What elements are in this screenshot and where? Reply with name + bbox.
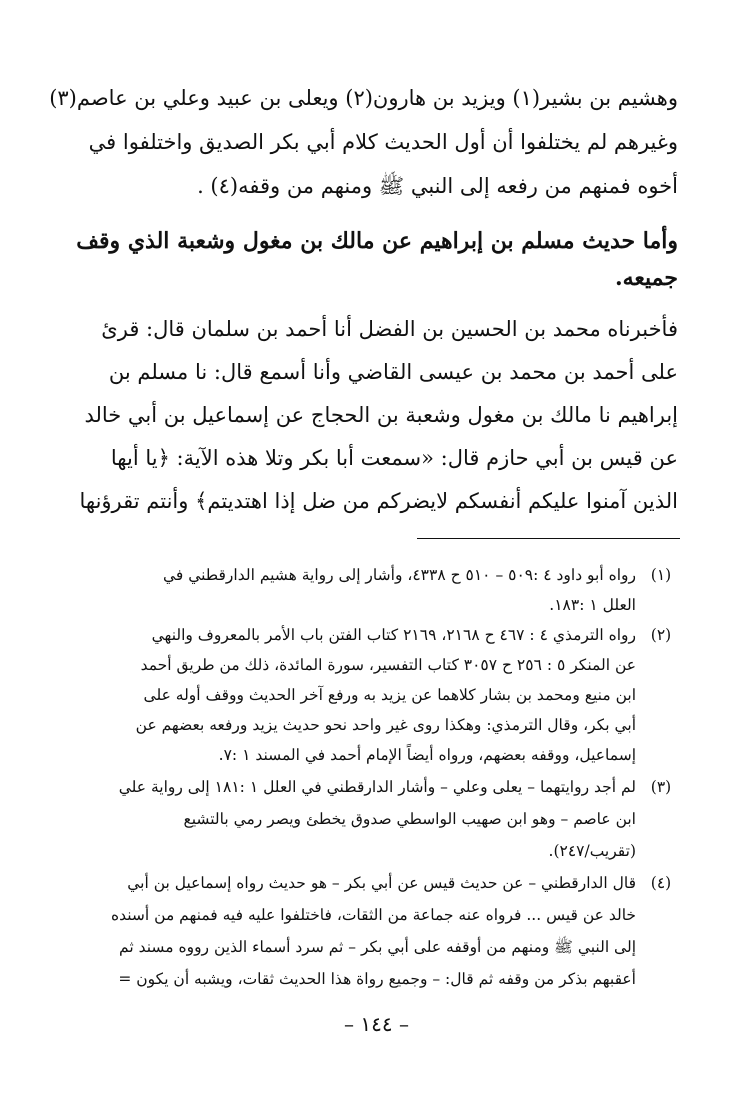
footnote-text: لم أجد روايتهما – يعلى وعلي – وأشار الدارقطني في العلل ١ :١٨١ إلى رواية علي	[118, 778, 636, 796]
footnote-text: رواه أبو داود ٤ :٥٠٩ – ٥١٠ ح ٤٣٣٨، وأشار إلى رواية هشيم الدارقطني في	[162, 566, 636, 584]
footnote-line: عن المنكر ٥ : ٢٥٦ ح ٣٠٥٧ كتاب التفسير، سورة المائدة، ذلك من طريق أحمد	[140, 656, 636, 674]
body-line: الذين آمنوا عليكم أنفسكم لايضركم من ضل إذا اهتديتم﴾ وأنتم تقرؤنها	[79, 489, 678, 513]
section-heading: وأما حديث مسلم بن إبراهيم عن مالك بن مغول وشعبة الذي وقف	[76, 228, 678, 254]
body-line: وهشيم بن بشير(١) ويزيد بن هارون(٢) ويعلى بن عبيد وعلي بن عاصم(٣)	[49, 86, 678, 110]
footnote-line: إلى النبي ﷺ ومنهم من أوقفه على أبي بكر – ثم سرد أسماء الذين رووه مسند ثم	[119, 938, 636, 956]
footnote-2	[71, 622, 678, 650]
body-line: وغيرهم لم يختلفوا أن أول الحديث كلام أبي بكر الصديق واختلفوا في	[88, 130, 678, 154]
footnote-3	[71, 774, 678, 802]
section-heading: جميعه.	[614, 265, 678, 291]
footnote-number: (٤)	[650, 874, 672, 892]
body-line: عن قيس بن أبي حازم قال: «سمعت أبا بكر وتلا هذه الآية: ﴿يا أيها	[110, 446, 678, 470]
footnote-1	[71, 562, 678, 590]
footnote-line: العلل ١ :١٨٣.	[549, 596, 636, 614]
footnote-line: (تقريب/٢٤٧).	[548, 842, 636, 860]
footnote-line: خالد عن قيس ... فرواه عنه جماعة من الثقات، فاختلفوا عليه فيه فمنهم من أسنده	[111, 906, 636, 924]
footnote-line: ابن منيع ومحمد بن بشار كلاهما عن يزيد به ورفع آخر الحديث ووقف أوله على	[143, 686, 636, 704]
footnote-4	[71, 870, 678, 898]
body-line: فأخبرناه محمد بن الحسين بن الفضل أنا أحمد بن سلمان قال: قرئ	[101, 317, 678, 341]
body-line: على أحمد بن محمد بن عيسى القاضي وأنا أسمع قال: نا مسلم بن	[108, 360, 678, 384]
footnote-text: قال الدارقطني – عن حديث قيس عن أبي بكر – هو حديث رواه إسماعيل بن أبي	[127, 874, 636, 892]
footnote-line: ابن عاصم – وهو ابن صهيب الواسطي صدوق يخطئ ويصر رمي بالتشيع	[183, 810, 636, 828]
body-line: أخوه فمنهم من رفعه إلى النبي ﷺ ومنهم من وقفه(٤) .	[197, 174, 678, 198]
page-number: – ١٤٤ –	[344, 1012, 409, 1036]
footnote-number: (١)	[650, 566, 672, 584]
footnote-number: (٢)	[650, 626, 672, 644]
footnote-line: أبي بكر، وقال الترمذي: وهكذا روى غير واحد نحو حديث يزيد ورفعه بعضهم عن	[135, 716, 636, 734]
footnote-line: إسماعيل، ووقفه بعضهم، ورواه أيضاً الإمام أحمد في المسند ١ :٧.	[218, 746, 636, 764]
footnote-separator	[417, 538, 680, 539]
footnote-number: (٣)	[650, 778, 672, 796]
footnote-text: رواه الترمذي ٤ : ٤٦٧ ح ٢١٦٨، ٢١٦٩ كتاب الفتن باب الأمر بالمعروف والنهي	[151, 626, 636, 644]
body-line: إبراهيم نا مالك بن مغول وشعبة بن الحجاج عن إسماعيل بن أبي خالد	[84, 403, 678, 427]
footnote-line: أعقبهم بذكر من وقفه ثم قال: – وجميع رواة هذا الحديث ثقات، ويشبه أن يكون =	[118, 970, 636, 988]
